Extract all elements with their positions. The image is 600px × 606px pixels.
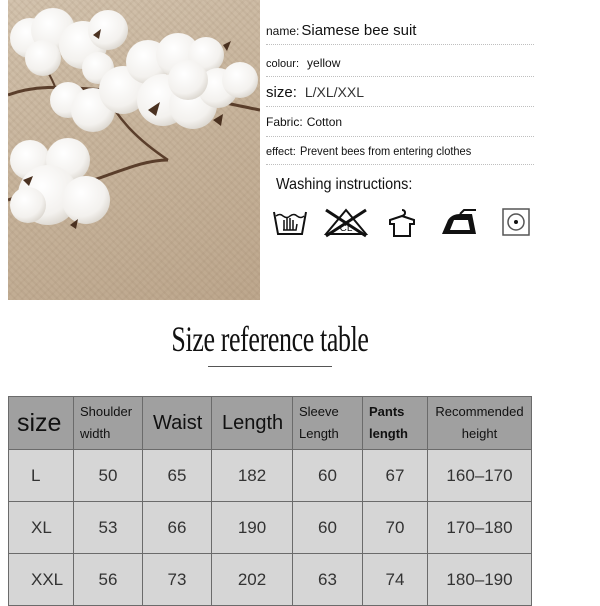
table-row (9, 554, 532, 606)
do-not-bleach-icon (322, 206, 370, 238)
header-text: length (369, 426, 408, 441)
spec-sheet (266, 0, 536, 170)
spec-fabric-label: Fabric (266, 115, 300, 129)
spec-size-row (266, 84, 364, 101)
shoulder-width-cell: 50 (74, 450, 143, 502)
spec-divider (266, 106, 534, 107)
waist-cell: 65 (143, 450, 212, 502)
spec-colour-row (266, 56, 340, 70)
size-table-title: Size reference table (171, 319, 369, 359)
header-text: width (80, 426, 111, 441)
recommended-height-cell: 170–180 (428, 502, 532, 554)
iron-icon (438, 206, 480, 238)
table-row (9, 450, 532, 502)
recommended-height-cell: 160–170 (428, 450, 532, 502)
header-text: Pants (369, 404, 405, 419)
size-reference-table (8, 396, 532, 606)
pants-length-cell: 70 (363, 502, 428, 554)
hang-dry-icon (388, 206, 416, 238)
header-text: Shoulder (80, 404, 133, 419)
spec-colour-value: yellow (307, 56, 341, 70)
spec-divider (266, 136, 534, 137)
length-cell: 182 (212, 450, 293, 502)
table-row (9, 502, 532, 554)
spec-separator: : (292, 84, 297, 101)
header-text: Length (222, 411, 284, 434)
svg-text:CL: CL (339, 223, 353, 234)
waist-cell: 73 (143, 554, 212, 606)
header-text: Waist (153, 411, 203, 434)
spec-fabric-row (266, 115, 342, 129)
pants-length-cell: 67 (363, 450, 428, 502)
title-underline (208, 366, 332, 367)
column-header-pants-length (363, 397, 428, 450)
size-cell: XL (9, 502, 74, 554)
size-cell: L (9, 450, 74, 502)
spec-effect-value: Prevent bees from entering clothes (299, 144, 472, 158)
spec-separator: : (296, 24, 300, 38)
spec-effect-row (266, 144, 486, 158)
cotton-photo (8, 0, 260, 300)
header-text: Sleeve (299, 404, 339, 419)
column-header-recommended-height (428, 397, 532, 450)
column-header-shoulder-width (74, 397, 143, 450)
header-text: Length (299, 426, 339, 441)
spec-separator: : (295, 58, 300, 70)
spec-name-label: name (266, 24, 297, 38)
header-text: height (461, 426, 498, 441)
spec-effect-label: effect (266, 146, 293, 158)
spec-separator: : (292, 146, 296, 158)
spec-name-value: Siamese bee suit (301, 22, 417, 39)
sleeve-length-cell: 63 (293, 554, 363, 606)
length-cell: 190 (212, 502, 293, 554)
hand-wash-icon (272, 206, 308, 238)
shoulder-width-cell: 53 (74, 502, 143, 554)
column-header-size (9, 397, 74, 450)
header-text: Recommended (435, 404, 524, 419)
sleeve-length-cell: 60 (293, 450, 363, 502)
column-header-sleeve-length (293, 397, 363, 450)
spec-colour-label: colour (266, 58, 296, 70)
shoulder-width-cell: 56 (74, 554, 143, 606)
column-header-length (212, 397, 293, 450)
column-header-waist (143, 397, 212, 450)
pants-length-cell: 74 (363, 554, 428, 606)
spec-divider (266, 76, 534, 77)
sleeve-length-cell: 60 (293, 502, 363, 554)
recommended-height-cell: 180–190 (428, 554, 532, 606)
spec-divider (266, 44, 534, 45)
table-header-row (9, 397, 532, 450)
spec-size-value: L/XL/XXL (304, 84, 365, 100)
spec-name-row (266, 22, 416, 39)
cotton-illustration (8, 0, 260, 300)
spec-fabric-value: Cotton (306, 115, 343, 129)
size-cell: XXL (9, 554, 74, 606)
header-text: size (17, 408, 62, 437)
washing-instructions-title: Washing instructions: (276, 176, 413, 193)
spec-separator: : (299, 115, 303, 129)
spec-divider (266, 164, 534, 165)
tumble-dry-icon (500, 206, 532, 238)
spec-size-label: size (266, 84, 293, 101)
waist-cell: 66 (143, 502, 212, 554)
length-cell: 202 (212, 554, 293, 606)
